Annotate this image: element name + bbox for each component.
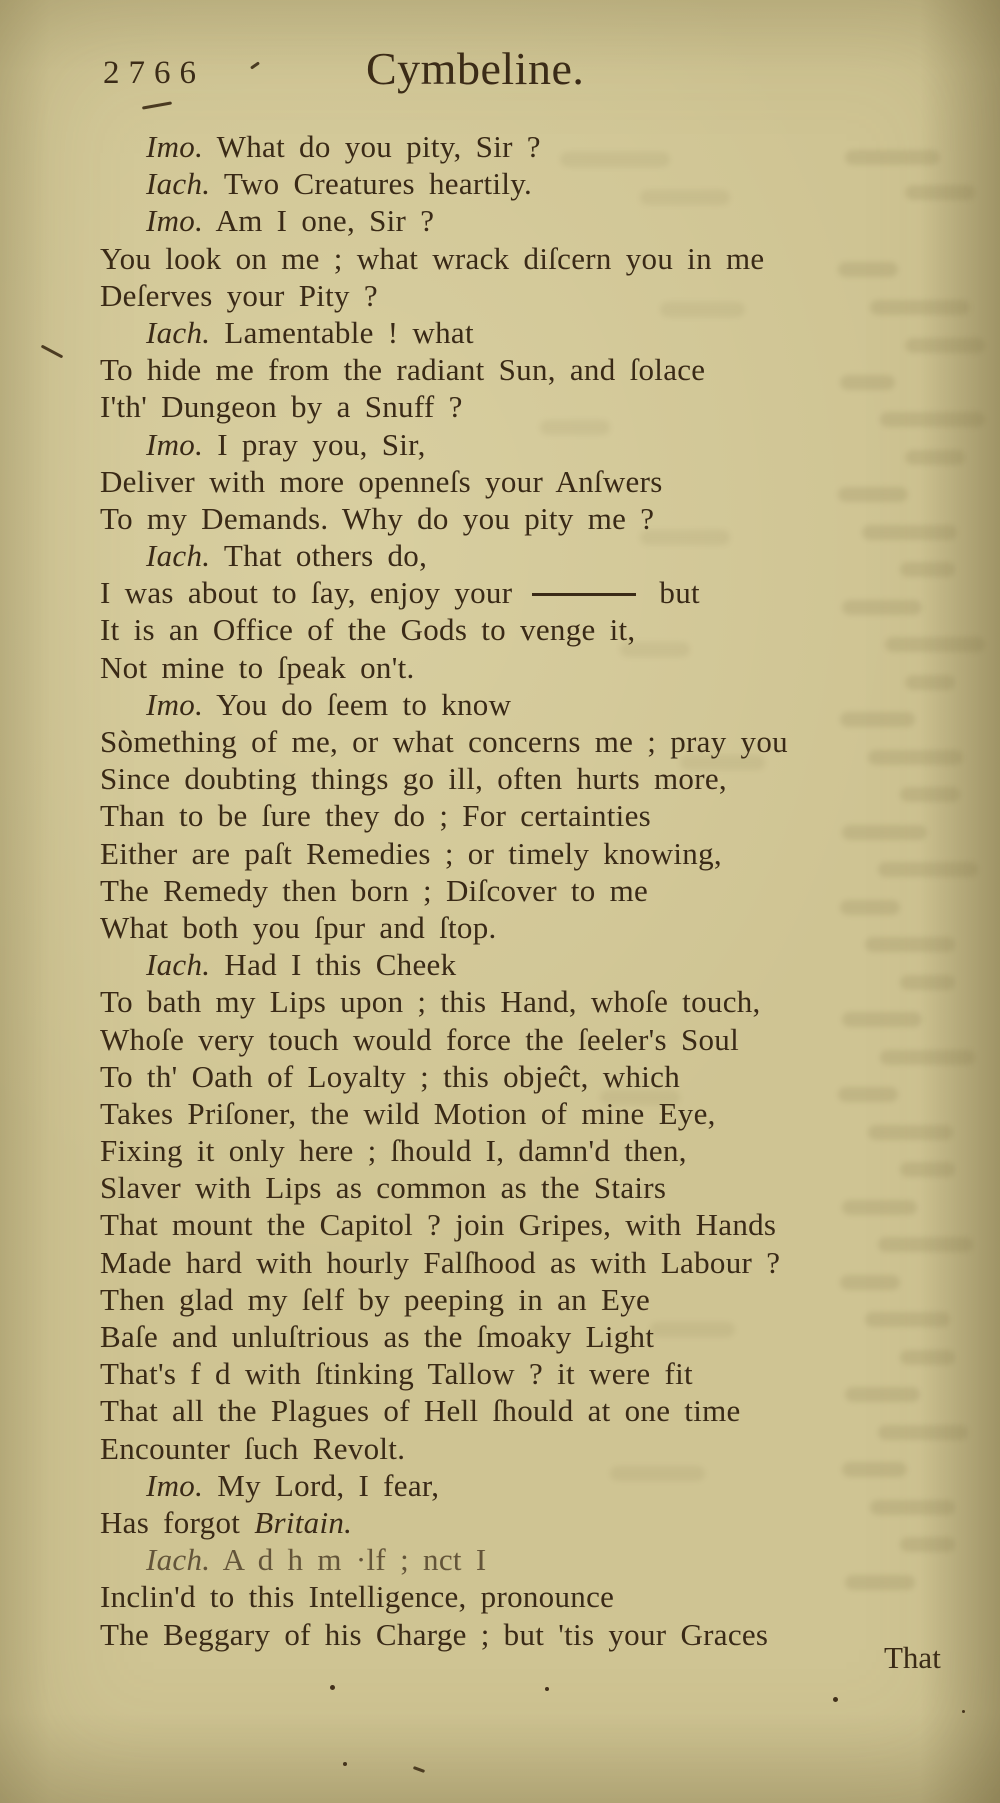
bleedthrough-smudge	[842, 1462, 907, 1477]
play-text	[100, 128, 945, 1653]
bleedthrough-smudge	[900, 1537, 955, 1552]
bleedthrough-smudge	[880, 412, 985, 427]
text-line	[100, 611, 945, 648]
text-line	[100, 388, 945, 425]
text-line	[100, 1132, 945, 1169]
bleedthrough-smudge	[905, 185, 975, 200]
bleedthrough-smudge	[878, 1237, 973, 1252]
line-text: Deſerves your Pity ?	[100, 277, 378, 313]
long-dash-rule	[532, 593, 636, 596]
bleedthrough-smudge	[878, 862, 978, 877]
line-text: Deliver with more openneſs your Anſwers	[100, 463, 663, 499]
line-text: Fixing it only here ; ſhould I, damn'd then,	[100, 1133, 687, 1169]
text-line	[100, 649, 945, 686]
bleedthrough-smudge	[640, 530, 730, 545]
page-number: 2766	[103, 55, 205, 91]
pen-mark	[41, 345, 64, 359]
text-line	[100, 1021, 945, 1058]
bleedthrough-smudge	[838, 1087, 898, 1102]
text-line	[100, 1169, 945, 1206]
line-text: What do you pity, Sir ?	[203, 129, 541, 164]
bleedthrough-smudge	[845, 1387, 920, 1402]
line-text: You do ſeem to know	[203, 686, 512, 722]
text-line	[100, 872, 945, 909]
line-text: That others do,	[210, 538, 428, 574]
line-text: Then glad my ſelf by peeping in an Eye	[100, 1281, 651, 1317]
text-line	[100, 946, 945, 983]
bleedthrough-smudge	[900, 562, 955, 577]
pen-mark	[142, 101, 172, 109]
line-text: To hide me from the radiant Sun, and ſolace	[100, 352, 706, 388]
text-line	[100, 1355, 945, 1392]
bleedthrough-smudge	[900, 975, 955, 990]
bleedthrough-smudge	[650, 1322, 735, 1337]
bleedthrough-smudge	[842, 1012, 922, 1027]
italic-text: Imo.	[146, 426, 204, 462]
line-text: Made hard with hourly Falſhood as with Labour ?	[100, 1244, 781, 1280]
ink-speck	[545, 1687, 549, 1691]
line-text: Encounter ſuch Revolt.	[100, 1430, 406, 1466]
text-line	[100, 797, 945, 834]
text-line	[100, 1244, 945, 1281]
text-line	[100, 1467, 945, 1504]
text-line	[100, 426, 945, 463]
line-text: Has forgot	[100, 1504, 255, 1540]
text-line	[100, 1095, 945, 1132]
bleedthrough-smudge	[842, 1200, 917, 1215]
line-text: To bath my Lips upon ; this Hand, whoſe touch,	[100, 984, 761, 1020]
text-line	[100, 500, 945, 537]
bleedthrough-smudge	[842, 600, 922, 615]
text-line	[100, 351, 945, 388]
bleedthrough-smudge	[885, 637, 985, 652]
line-text: Than to be ſure they do ; For certainties	[100, 798, 651, 834]
page-title: Cymbeline.	[366, 43, 585, 94]
ink-speck	[962, 1710, 965, 1713]
line-text: The Beggary of his Charge ; but 'tis your Graces	[100, 1616, 769, 1652]
line-text: You look on me ; what wrack diſcern you in me	[100, 240, 765, 276]
bleedthrough-smudge	[840, 375, 895, 390]
line-text: The Remedy then born ; Diſcover to me	[100, 872, 649, 908]
bleedthrough-smudge	[868, 750, 963, 765]
text-line	[100, 760, 945, 797]
italic-text: Iach.	[146, 538, 211, 574]
line-text: What both you ſpur and ſtop.	[100, 909, 497, 945]
text-line	[100, 1058, 945, 1095]
text-line	[100, 240, 945, 277]
line-text: Whoſe very touch would force the ſeeler's Soul	[100, 1021, 740, 1057]
bleedthrough-smudge	[845, 150, 940, 165]
italic-text: Imo.	[146, 203, 204, 239]
line-text: I pray you, Sir,	[203, 426, 426, 462]
text-line	[100, 277, 945, 314]
line-text: Baſe and unluſtrious as the ſmoaky Light	[100, 1319, 655, 1354]
bleedthrough-smudge	[905, 450, 965, 465]
text-line	[100, 1392, 945, 1429]
bleedthrough-smudge	[560, 152, 670, 167]
bleedthrough-smudge	[900, 787, 960, 802]
italic-text: Britain.	[254, 1504, 353, 1540]
bleedthrough-smudge	[845, 1575, 915, 1590]
text-line	[100, 165, 945, 202]
bleedthrough-smudge	[870, 1500, 955, 1515]
bleedthrough-smudge	[842, 825, 927, 840]
text-line	[100, 1616, 945, 1653]
italic-text: Imo.	[146, 129, 204, 164]
line-text: My Lord, I fear,	[203, 1467, 440, 1503]
text-line	[100, 1206, 945, 1243]
bleedthrough-smudge	[840, 1275, 900, 1290]
line-text: A d h m ·lf ; nct I	[210, 1542, 487, 1578]
bleedthrough-smudge	[610, 1466, 705, 1481]
line-text: Lamentable ! what	[210, 314, 474, 350]
line-text: Am I one, Sir ?	[203, 203, 435, 239]
bleedthrough-smudge	[870, 300, 970, 315]
line-text: but	[645, 575, 700, 611]
line-text: To th' Oath of Loyalty ; this objeĉt, which	[100, 1058, 681, 1094]
bleedthrough-smudge	[862, 525, 957, 540]
text-line	[100, 686, 945, 723]
bleedthrough-smudge	[905, 675, 955, 690]
bleedthrough-smudge	[680, 755, 765, 770]
bleedthrough-smudge	[878, 1425, 968, 1440]
text-line	[100, 1578, 945, 1615]
bleedthrough-smudge	[865, 1312, 950, 1327]
text-line	[100, 574, 945, 611]
bleedthrough-smudge	[660, 302, 745, 317]
ink-speck	[833, 1697, 838, 1702]
bleedthrough-smudge	[620, 642, 690, 657]
text-line	[100, 723, 945, 760]
ink-speck	[330, 1685, 335, 1690]
line-text: That mount the Capitol ? join Gripes, with Hands	[100, 1207, 777, 1243]
ink-speck	[343, 1762, 347, 1766]
text-line	[100, 983, 945, 1020]
italic-text: Iach.	[146, 166, 211, 202]
bleedthrough-smudge	[640, 190, 730, 205]
line-text: That all the Plagues of Hell ſhould at one time	[100, 1393, 741, 1429]
bleedthrough-smudge	[540, 420, 610, 435]
pen-mark	[250, 61, 260, 69]
line-text: Inclin'd to this Intelligence, pronounce	[100, 1579, 615, 1615]
bleedthrough-smudge	[880, 1050, 975, 1065]
text-line	[100, 128, 945, 165]
text-line	[100, 314, 945, 351]
text-line	[100, 1281, 945, 1318]
line-text: To my Demands. Why do you pity me ?	[100, 500, 655, 536]
line-text: Sòmething of me, or what concerns me ; pray you	[100, 724, 788, 759]
line-text: I was about to ſay, enjoy your	[100, 575, 527, 611]
italic-text: Iach.	[146, 947, 211, 983]
bleedthrough-smudge	[900, 1350, 955, 1365]
italic-text: Imo.	[146, 686, 204, 722]
line-text: That's f d with ſtinking Tallow ? it were fit	[100, 1356, 693, 1392]
text-line	[100, 463, 945, 500]
italic-text: Imo.	[146, 1467, 204, 1503]
text-line	[100, 1318, 945, 1355]
text-line	[100, 909, 945, 946]
line-text: It is an Office of the Gods to venge it,	[100, 612, 636, 648]
line-text: Not mine to ſpeak on't.	[100, 649, 415, 685]
text-line	[100, 1541, 945, 1578]
bleedthrough-smudge	[838, 262, 898, 277]
line-text: Takes Priſoner, the wild Motion of mine Eye,	[100, 1095, 716, 1131]
bleedthrough-smudge	[838, 487, 908, 502]
bleedthrough-smudge	[905, 338, 985, 353]
line-text: Since doubting things go ill, often hurts more,	[100, 761, 727, 797]
text-line	[100, 835, 945, 872]
line-text: Slaver with Lips as common as the Stairs	[100, 1170, 667, 1206]
pen-mark	[413, 1766, 425, 1773]
text-line	[100, 1430, 945, 1467]
bleedthrough-smudge	[840, 900, 900, 915]
catchword: That	[884, 1640, 941, 1675]
line-text: Either are paſt Remedies ; or timely knowing,	[100, 835, 722, 871]
bleedthrough-smudge	[868, 1125, 953, 1140]
line-text: Two Creatures heartily.	[210, 166, 533, 202]
line-text: I'th' Dungeon by a Snuff ?	[100, 389, 463, 425]
text-line	[100, 1504, 945, 1541]
bleedthrough-smudge	[600, 1090, 680, 1105]
text-line	[100, 202, 945, 239]
line-text: Had I this Cheek	[210, 947, 457, 983]
italic-text: Iach.	[146, 1542, 211, 1578]
bleedthrough-smudge	[840, 712, 915, 727]
bleedthrough-smudge	[865, 937, 955, 952]
italic-text: Iach.	[146, 314, 211, 350]
bleedthrough-smudge	[900, 1162, 955, 1177]
text-line	[100, 537, 945, 574]
